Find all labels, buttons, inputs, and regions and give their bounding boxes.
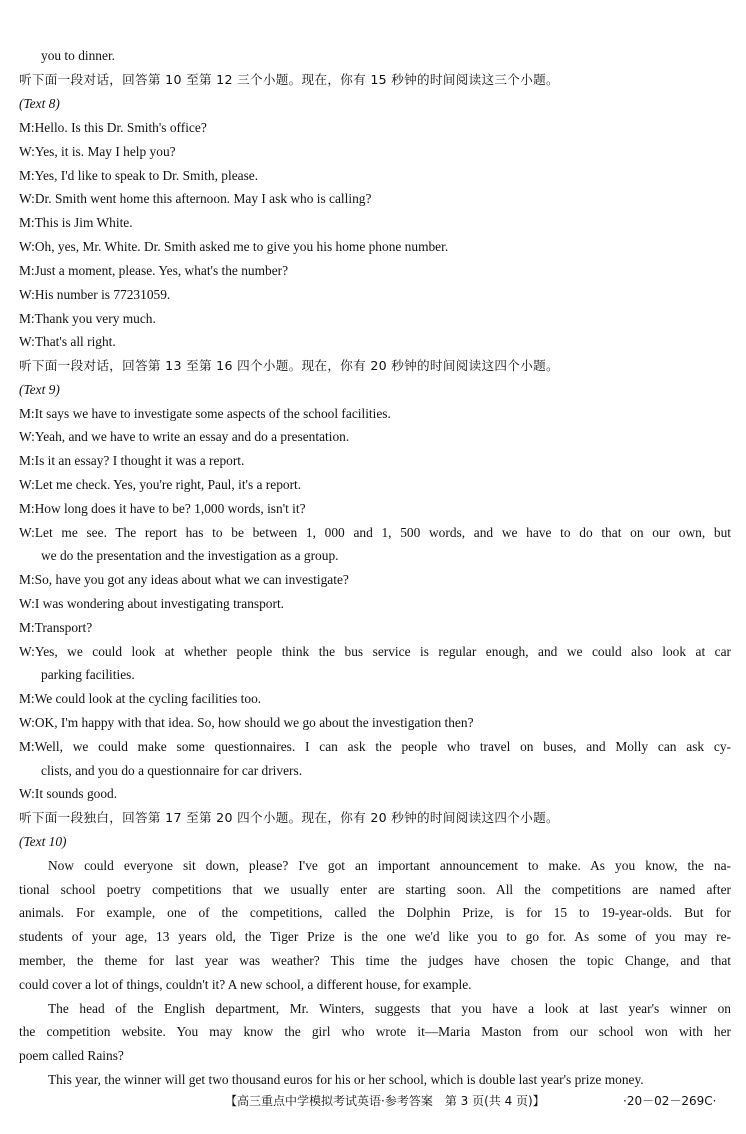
monologue-line: member, the theme for last year was weather? This time the judges have chosen the topic Change, and that bbox=[19, 953, 731, 968]
dialogue-line: W:It sounds good. bbox=[19, 786, 118, 801]
dialogue-line: W:OK, I'm happy with that idea. So, how should we go about the investigation then? bbox=[19, 715, 474, 730]
dialogue-line: M:How long does it have to be? 1,000 words, isn't it? bbox=[19, 501, 306, 516]
footer-title: 【高三重点中学模拟考试英语·参考答案 第 3 页(共 4 页)】 bbox=[225, 1094, 545, 1108]
dialogue-line: M:Hello. Is this Dr. Smith's office? bbox=[19, 120, 207, 135]
monologue-line: The head of the English department, Mr. Winters, suggests that you have a look at last year's winner on bbox=[48, 1001, 731, 1016]
dialogue-line: W:That's all right. bbox=[19, 334, 116, 349]
monologue-line: animals. For example, one of the competitions, called the Dolphin Prize, is for 15 to 19-year-olds. But for bbox=[19, 905, 731, 920]
dialogue-line: M:Well, we could make some questionnaires. I can ask the people who travel on buses, and Molly can ask cy- bbox=[19, 739, 731, 754]
dialogue-line: M:Is it an essay? I thought it was a report. bbox=[19, 453, 245, 468]
dialogue-line: parking facilities. bbox=[41, 667, 135, 682]
dialogue-line: M:Yes, I'd like to speak to Dr. Smith, please. bbox=[19, 168, 259, 183]
dialogue-line: clists, and you do a questionnaire for car drivers. bbox=[41, 763, 303, 778]
dialogue-line: M:Just a moment, please. Yes, what's the number? bbox=[19, 263, 289, 278]
dialogue-line: M:Thank you very much. bbox=[19, 311, 156, 326]
monologue-line: Now could everyone sit down, please? I've got an important announcement to make. As you know, the na- bbox=[48, 858, 731, 873]
monologue-line: could cover a lot of things, couldn't it? A new school, a different house, for example. bbox=[19, 977, 472, 992]
dialogue-line: W:His number is 77231059. bbox=[19, 287, 171, 302]
dialogue-line: W:Let me see. The report has to be between 1, 000 and 1, 500 words, and we have to do that on our own, but bbox=[19, 525, 731, 540]
dialogue-line: M:So, have you got any ideas about what we can investigate? bbox=[19, 572, 349, 587]
dialogue-line: W:I was wondering about investigating transport. bbox=[19, 596, 285, 611]
dialogue-line: W:Let me check. Yes, you're right, Paul, it's a report. bbox=[19, 477, 302, 492]
monologue-line: students of your age, 13 years old, the Tiger Prize is the one we'd like you to go for. As some of you may re- bbox=[19, 929, 731, 944]
monologue-line: the competition website. You may know the girl who wrote it—Maria Maston from our school won with her bbox=[19, 1024, 731, 1039]
monologue-line: This year, the winner will get two thousand euros for his or her school, which is double last year's prize money. bbox=[48, 1072, 644, 1087]
section-instruction: 听下面一段对话，回答第 10 至第 12 三个小题。现在，你有 15 秒钟的时间阅读这三个小题。 bbox=[19, 72, 559, 87]
dialogue-line: M:This is Jim White. bbox=[19, 215, 133, 230]
text-heading: (Text 10) bbox=[19, 834, 67, 849]
section-instruction: 听下面一段独白，回答第 17 至第 20 四个小题。现在，你有 20 秒钟的时间阅读这四个小题。 bbox=[19, 810, 559, 825]
dialogue-line: W:Dr. Smith went home this afternoon. May I ask who is calling? bbox=[19, 191, 372, 206]
dialogue-line: we do the presentation and the investigation as a group. bbox=[41, 548, 339, 563]
text-line: you to dinner. bbox=[41, 48, 116, 63]
dialogue-line: W:Yes, it is. May I help you? bbox=[19, 144, 176, 159]
dialogue-line: M:Transport? bbox=[19, 620, 93, 635]
monologue-line: poem called Rains? bbox=[19, 1048, 124, 1063]
text-heading: (Text 8) bbox=[19, 96, 60, 111]
dialogue-line: W:Yeah, and we have to write an essay and do a presentation. bbox=[19, 429, 350, 444]
dialogue-line: M:It says we have to investigate some aspects of the school facilities. bbox=[19, 406, 391, 421]
monologue-line: tional school poetry competitions that we usually enter are starting soon. All the competitions are named after bbox=[19, 882, 731, 897]
footer-code: ·20－02－269C· bbox=[623, 1094, 717, 1108]
dialogue-line: W:Oh, yes, Mr. White. Dr. Smith asked me to give you his home phone number. bbox=[19, 239, 449, 254]
page-footer bbox=[0, 1092, 746, 1112]
dialogue-line: W:Yes, we could look at whether people think the bus service is regular enough, and we could also look at car bbox=[19, 644, 731, 659]
dialogue-line: M:We could look at the cycling facilities too. bbox=[19, 691, 262, 706]
text-heading: (Text 9) bbox=[19, 382, 60, 397]
section-instruction: 听下面一段对话，回答第 13 至第 16 四个小题。现在，你有 20 秒钟的时间阅读这四个小题。 bbox=[19, 358, 559, 373]
